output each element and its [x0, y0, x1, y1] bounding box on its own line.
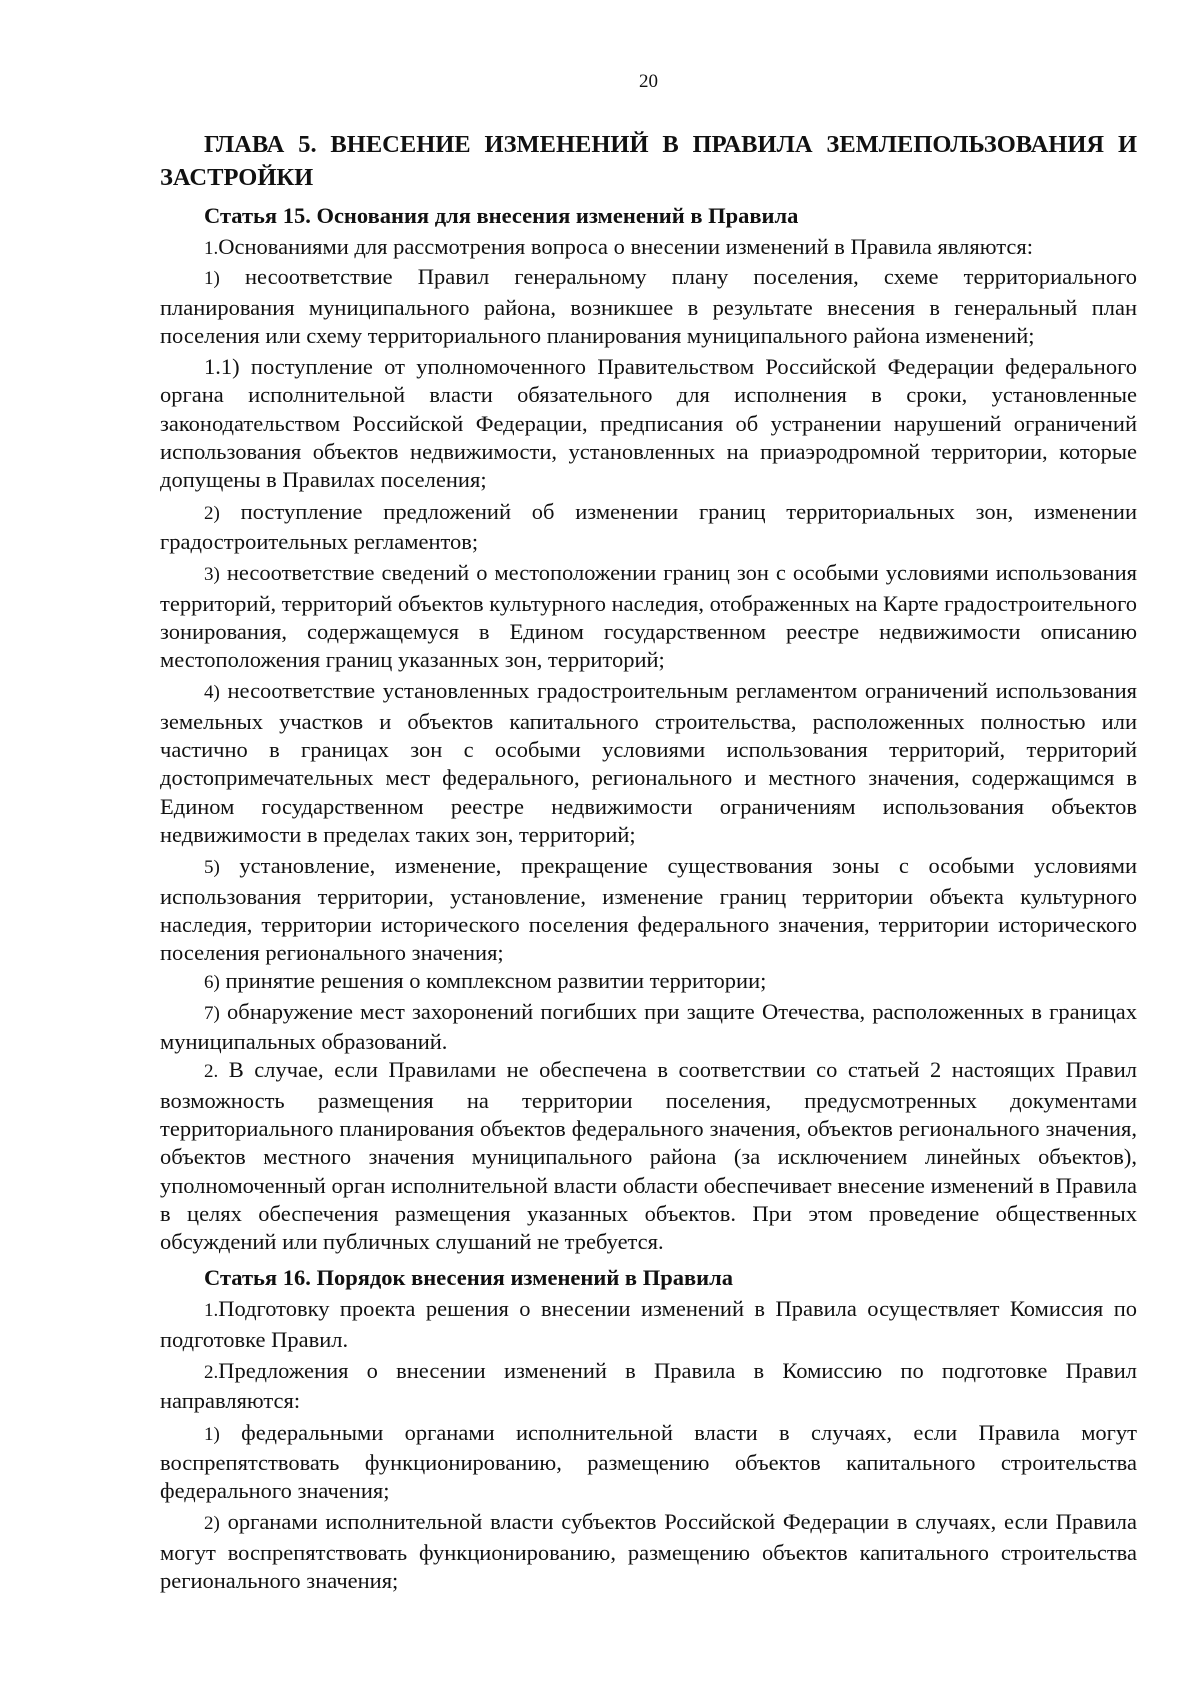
- item-number: 1): [204, 268, 220, 290]
- article-15-item-5: [160, 852, 1137, 967]
- article-15-item-2: [160, 498, 1137, 557]
- article-15-item-1-1: [160, 353, 1137, 494]
- item-text: органами исполнительной власти субъектов Российской Федерации в случаях, если Правила могут воспрепятствовать функционированию, размещению объектов капитального строительства регионального значения;: [160, 1509, 1137, 1594]
- article-15-item-7: [160, 998, 1137, 1057]
- article-16-paragraph-1: [160, 1295, 1137, 1354]
- article-15-item-4: [160, 677, 1137, 849]
- paragraph-number: 1.: [204, 1300, 219, 1322]
- paragraph-text: Предложения о внесении изменений в Правила в Комиссию по подготовке Правил направляются:: [160, 1357, 1137, 1414]
- item-number: 2): [204, 502, 220, 524]
- item-text: несоответствие установленных градостроительным регламентом ограничений использования земельных участков и объектов капитального строительства, расположенных полностью или частично в границах зон с особыми условиями использования территорий, территорий достопримечательных мест федерального, регионального и местного значения, содержащимся в Едином государственном реестре недвижимости ограничениям использования объектов недвижимости в пределах таких зон, территорий;: [160, 678, 1137, 847]
- chapter-title: ГЛАВА 5. ВНЕСЕНИЕ ИЗМЕНЕНИЙ В ПРАВИЛА ЗЕМЛЕПОЛЬЗОВАНИЯ И ЗАСТРОЙКИ: [160, 131, 1137, 191]
- page-content: [160, 128, 1137, 1595]
- paragraph-text: Подготовку проекта решения о внесении изменений в Правила осуществляет Комиссия по подготовке Правил.: [160, 1296, 1137, 1352]
- item-text: несоответствие сведений о местоположении границ зон с особыми условиями использования территорий, территорий объектов культурного наследия, отображенных на Карте градостроительного зонирования, содержащемуся в Едином государственном реестре недвижимости описанию местоположения границ указанных зон, территорий;: [160, 560, 1138, 673]
- item-number: 6): [204, 972, 220, 994]
- paragraph-number: 2.: [204, 1061, 219, 1083]
- article-15-paragraph-1: [160, 233, 1137, 263]
- item-text: поступление от уполномоченного Правительством Российской Федерации федерального органа исполнительной власти обязательного для исполнения в сроки, установленные законодательством Российской Федерации, предписания об устранении нарушений ограничений использования объектов недвижимости, установленных на приаэродромной территории, которые допущены в Правилах поселения;: [160, 354, 1137, 493]
- article-16-title: Статья 16. Порядок внесения изменений в Правила: [204, 1265, 733, 1291]
- article-15-item-6: [160, 967, 1137, 997]
- paragraph-text: Основаниями для рассмотрения вопроса о внесении изменений в Правила являются:: [218, 234, 1033, 259]
- item-number: 4): [204, 682, 220, 704]
- item-number: 1): [204, 1423, 220, 1445]
- article-15-paragraph-2: [160, 1056, 1137, 1256]
- page-number: 20: [639, 71, 658, 92]
- item-text: федеральными органами исполнительной власти в случаях, если Правила могут воспрепятствовать функционированию, размещению объектов капитального строительства федерального значения;: [160, 1419, 1137, 1504]
- item-text: поступление предложений об изменении границ территориальных зон, изменении градостроительных регламентов;: [160, 498, 1137, 554]
- item-text: принятие решения о комплексном развитии территории;: [219, 968, 767, 994]
- article-15-title: Статья 15. Основания для внесения изменений в Правила: [204, 203, 799, 228]
- paragraph-number: 1.: [204, 238, 219, 259]
- paragraph-text: В случае, если Правилами не обеспечена в соответствии со статьей 2 настоящих Правил возможность размещения на территории поселения, предусмотренных документами территориального планирования объектов федерального значения, объектов регионального значения, объектов местного значения муниципального района (за исключением линейных объектов), уполномоченный орган исполнительной власти области обеспечивает внесение изменений в Правила в целях обеспечения размещения указанных объектов. При этом проведение общественных обсуждений или публичных слушаний не требуется.: [160, 1057, 1137, 1255]
- paragraph-number: 2.: [204, 1361, 219, 1383]
- item-number: 5): [204, 857, 220, 879]
- article-16-item-2: [160, 1508, 1137, 1595]
- item-number: 3): [204, 564, 220, 586]
- item-number: 2): [204, 1513, 220, 1535]
- article-16-item-1: [160, 1419, 1137, 1506]
- item-text: обнаружение мест захоронений погибших при защите Отечества, расположенных в границах муниципальных образований.: [160, 998, 1137, 1055]
- item-number: 1.1): [204, 354, 240, 380]
- item-text: несоответствие Правил генеральному плану поселения, схеме территориального планирования муниципального района, возникшее в результате внесения в генеральный план поселения или схему территориального планирования муниципального района изменений;: [160, 264, 1137, 348]
- article-15-item-3: [160, 559, 1137, 674]
- item-number: 7): [204, 1002, 220, 1024]
- article-15-item-1: [160, 263, 1137, 350]
- article-16-paragraph-2: [160, 1357, 1137, 1416]
- item-text: установление, изменение, прекращение существования зоны с особыми условиями использования территории, установление, изменение границ территории объекта культурного наследия, территории исторического поселения федерального значения, территории исторического поселения регионального значения;: [160, 853, 1137, 966]
